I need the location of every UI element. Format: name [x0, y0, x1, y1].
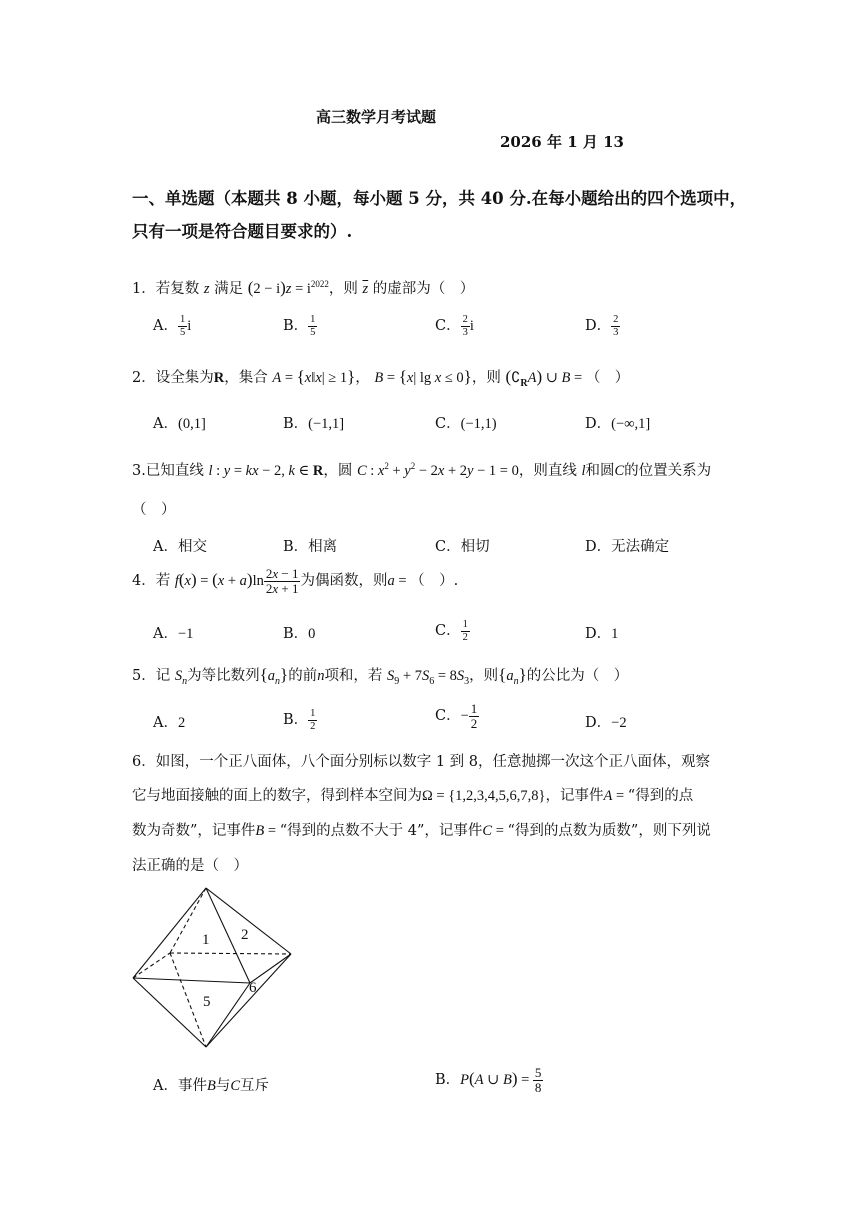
question-3-cont: （ ）	[132, 502, 176, 518]
q5-option-d[interactable]: D．−2	[585, 715, 627, 731]
edge	[133, 978, 250, 983]
face-label-5: 5	[203, 994, 211, 1010]
q4-option-c[interactable]: C． $\frac{1}{2}$	[435, 619, 468, 643]
question-6-line2: 它与地面接触的面上的数字，得到样本空间为Ω = {1,2,3,4,5,6,7,8}，记事件A = “得到的点	[132, 788, 694, 804]
q4-option-a[interactable]: A．−1	[153, 626, 194, 642]
q1-option-c[interactable]: C． $\frac{2}{3}$ i	[435, 314, 474, 338]
question-2: 2．设全集为R，集合 A = {x‖x| ≥ 1}， B = {x| lg x ≤ 0}，则 $(∁_RA)$ ∪ B = （ ）	[132, 367, 630, 389]
question-5: 5．记 $S_n$为等比数列$\{a_n\}$的前n项和，若 $S_9 + 7S_6 = 8S_3$，则$\{a_n\}$的公比为（ ）	[132, 665, 629, 687]
question-6-line4: 法正确的是（ ）	[132, 858, 248, 874]
page-title: 高三数学月考试题	[316, 108, 437, 126]
q1-option-d[interactable]: D． $\frac{2}{3}$	[585, 314, 619, 338]
q2-option-c[interactable]: C．(−1,1)	[435, 416, 497, 432]
face-label-1: 1	[202, 932, 210, 948]
edge	[206, 983, 250, 1047]
q6-option-b[interactable]: B．P(A ∪ B) = $\frac{5}{8}$	[435, 1065, 542, 1095]
edge	[206, 888, 291, 954]
question-4: 4．若 f(x) = (x + a)ln $\frac{2x - 1}{2x + 1}$ 为偶函数，则a = （ ）.	[132, 566, 459, 596]
q3-option-a[interactable]: A．相交	[153, 539, 207, 555]
q5-option-b[interactable]: B． $\frac{1}{2}$	[283, 708, 316, 732]
q4-option-b[interactable]: B．0	[283, 626, 316, 642]
question-3: 3.已知直线 l : y = kx − 2, k ∈ R，圆 C : $x^2 + y^2 - 2x + 2y - 1 = 0$，则直线 l和圆C的位置关系为	[132, 461, 712, 479]
hidden-edge	[170, 953, 206, 1047]
hidden-edge	[170, 953, 291, 954]
section-heading-line1: 一、单选题（本题共 8 小题，每小题 5 分，共 40 分.在每小题给出的四个选项中，	[132, 189, 747, 208]
q1-option-a[interactable]: A． $\frac{1}{5}$ i	[153, 314, 192, 338]
face-label-2: 2	[241, 927, 249, 943]
q5-option-a[interactable]: A．2	[153, 715, 186, 731]
edge	[133, 888, 206, 978]
hidden-edge	[170, 888, 206, 953]
q2-option-a[interactable]: A．(0,1]	[153, 416, 206, 432]
exam-date: 2026 年 1 月 13	[500, 133, 624, 151]
edge	[206, 954, 291, 1047]
hidden-edge	[133, 953, 170, 978]
question-6-line1: 6．如图，一个正八面体，八个面分别标以数字 1 到 8，任意抛掷一次这个正八面体，观察	[132, 754, 710, 770]
q4-option-d[interactable]: D．1	[585, 626, 619, 642]
section-heading-line2: 只有一项是符合题目要求的）.	[132, 222, 353, 241]
q5-option-c[interactable]: C．− $\frac{1}{2}$	[435, 701, 478, 731]
q3-option-d[interactable]: D．无法确定	[585, 539, 670, 555]
question-1: 1．若复数 z 满足 $(2 - i)z = i^{2022}$，则 $\overline{z}$ 的虚部为（ ）	[132, 278, 475, 297]
q1-option-b[interactable]: B． $\frac{1}{5}$	[283, 314, 316, 338]
question-6-line3: 数为奇数”，记事件B = “得到的点数不大于 4”，记事件C = “得到的点数为质数”，则下列说	[132, 823, 711, 839]
edge	[250, 954, 291, 983]
q3-option-c[interactable]: C．相切	[435, 539, 490, 555]
face-label-6: 6	[249, 980, 257, 996]
octahedron-figure	[125, 880, 305, 1055]
q2-option-b[interactable]: B．(−1,1]	[283, 416, 345, 432]
edge	[133, 978, 206, 1047]
q3-option-b[interactable]: B．相离	[283, 539, 338, 555]
q2-option-d[interactable]: D．(−∞,1]	[585, 416, 651, 432]
q6-option-a[interactable]: A．事件B与C互斥	[153, 1078, 270, 1094]
